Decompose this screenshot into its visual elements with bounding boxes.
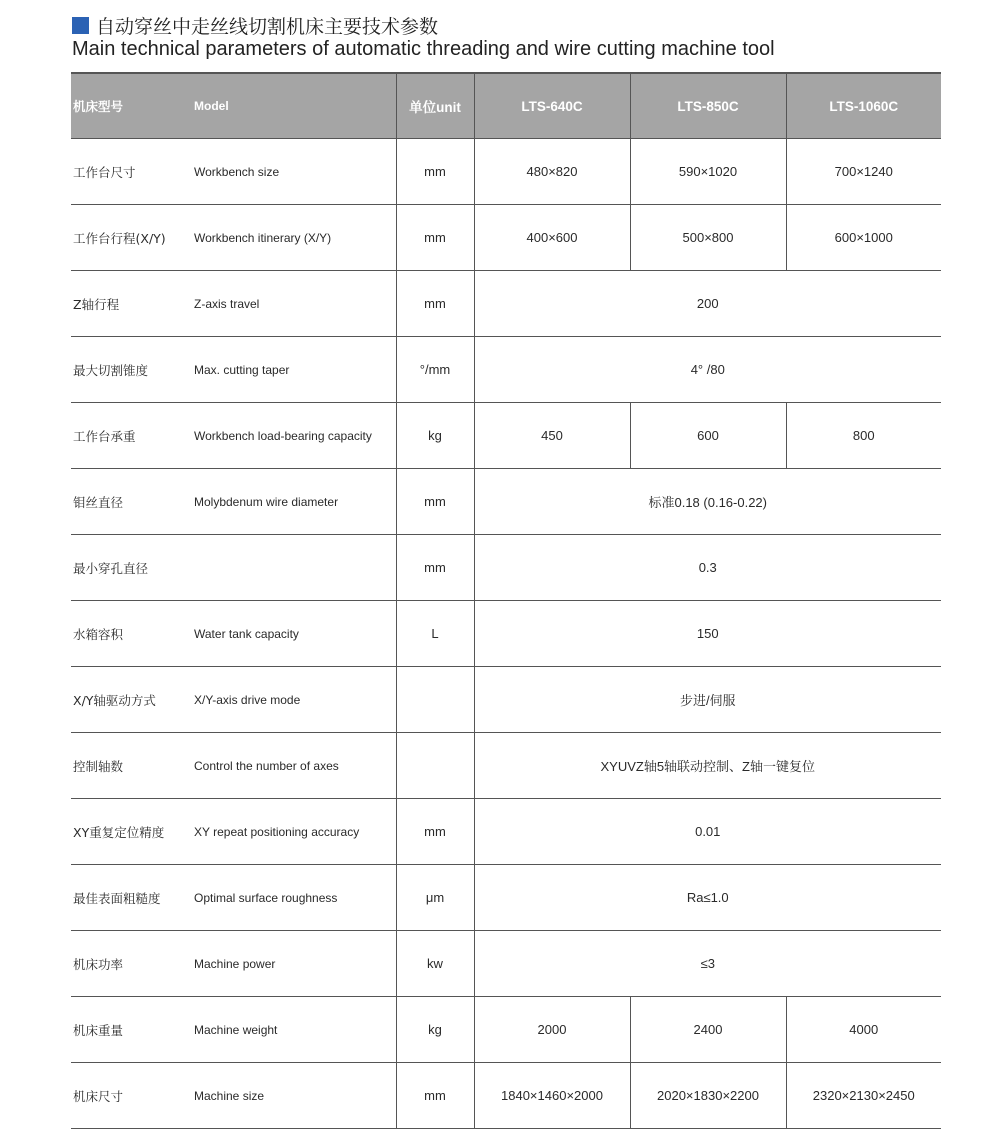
param-name-cn: 水箱容积 [73,626,124,642]
table-row [71,667,941,733]
table-row [71,733,941,799]
table-row [71,1063,941,1129]
param-unit: mm [396,205,474,271]
param-value-model-2: 600 [630,403,786,469]
table-row [71,469,941,535]
param-value-shared: 4° /80 [690,362,725,377]
param-name-en: Workbench load-bearing capacity [194,428,372,443]
param-unit: kw [396,931,474,997]
param-value-model-2: 590×1020 [630,139,786,205]
table-row [71,601,941,667]
param-value-model-3: 800 [786,403,941,469]
table-row [71,139,941,205]
param-unit: mm [396,1063,474,1129]
table-header-row [71,73,941,139]
param-value-shared: Ra≤1.0 [686,890,729,905]
table-row [71,337,941,403]
header-model-2: LTS-850C [630,73,786,139]
param-value-model-1: 450 [541,428,563,443]
param-name-en: Water tank capacity [194,626,299,641]
param-value-model-1: 480×820 [526,164,578,179]
param-unit [396,733,474,799]
page-title-cn [72,12,438,38]
param-value-shared: ≤3 [700,956,715,971]
param-unit: L [396,601,474,667]
param-unit: mm [396,799,474,865]
param-name-cn: Z轴行程 [73,296,120,312]
param-value-model-3: 2320×2130×2450 [786,1063,941,1129]
blue-square-icon [72,17,89,34]
param-value-shared: 200 [696,296,719,311]
param-value-shared: 150 [696,626,719,641]
param-unit: kg [396,997,474,1063]
title-cn-text: 自动穿丝中走丝线切割机床主要技术参数 [96,15,439,38]
param-unit [396,667,474,733]
param-name-cn: 机床尺寸 [73,1088,124,1104]
param-name-en: Machine power [194,956,276,971]
param-name-cn: 控制轴数 [73,758,124,774]
param-unit: mm [396,271,474,337]
param-name-cn: 钼丝直径 [73,494,124,510]
param-value-model-1: 2000 [537,1022,567,1037]
param-value-model-3: 4000 [786,997,941,1063]
header-model-1: LTS-640C [474,73,630,139]
table-row [71,865,941,931]
param-value-shared: 0.3 [698,560,717,575]
param-name-cn: 最佳表面粗糙度 [73,890,161,906]
param-value-model-1: 1840×1460×2000 [501,1088,603,1103]
param-name-cn: 工作台行程(X/Y) [73,230,166,246]
header-model-3: LTS-1060C [786,73,941,139]
table-row [71,931,941,997]
table-row [71,799,941,865]
param-name-en: Max. cutting taper [194,362,290,377]
param-name-cn: 工作台承重 [73,428,136,444]
param-name-en: XY repeat positioning accuracy [194,824,360,839]
table-row [71,997,941,1063]
param-name-cn: 最小穿孔直径 [73,560,149,576]
param-unit: mm [396,139,474,205]
page-title-en: Main technical parameters of automatic threading and wire cutting machine tool [72,38,775,60]
header-model-en: Model [194,73,396,139]
param-name-en: X/Y-axis drive mode [194,692,301,707]
param-unit: mm [396,535,474,601]
param-name-en: Molybdenum wire diameter [194,494,339,509]
table-body [71,139,941,1129]
param-name-en: Optimal surface roughness [194,890,338,905]
table-row [71,403,941,469]
header-unit: 单位unit [396,73,474,139]
param-value-model-2: 2020×1830×2200 [630,1063,786,1129]
param-name-en: Workbench size [194,164,280,179]
param-name-cn: XY重复定位精度 [73,824,165,840]
param-name-cn: 工作台尺寸 [73,164,136,180]
param-value-model-3: 700×1240 [786,139,941,205]
param-name-en: Z-axis travel [194,296,260,311]
param-name-en [194,535,396,601]
param-value-shared: 标准0.18 (0.16-0.22) [648,495,767,510]
param-name-en: Workbench itinerary (X/Y) [194,230,332,245]
table-row [71,271,941,337]
param-name-en: Control the number of axes [194,758,339,773]
param-name-cn: 机床功率 [73,956,124,972]
header-model-cn: 机床型号 [71,73,194,139]
param-value-model-3: 600×1000 [786,205,941,271]
spec-table [71,72,941,1129]
param-value-model-1: 400×600 [526,230,578,245]
param-unit: μm [396,865,474,931]
table-row [71,535,941,601]
param-value-model-2: 500×800 [630,205,786,271]
param-name-cn: 最大切割锥度 [73,362,149,378]
table-row [71,205,941,271]
param-unit: kg [396,403,474,469]
param-unit: mm [396,469,474,535]
param-name-en: Machine weight [194,1022,278,1037]
param-value-model-2: 2400 [630,997,786,1063]
param-name-en: Machine size [194,1088,265,1103]
param-name-cn: X/Y轴驱动方式 [73,692,156,708]
param-value-shared: 0.01 [695,824,721,839]
param-value-shared: 步进/伺服 [679,693,736,708]
param-name-cn: 机床重量 [73,1022,124,1038]
param-unit: °/mm [396,337,474,403]
param-value-shared: XYUVZ轴5轴联动控制、Z轴一键复位 [600,759,815,774]
